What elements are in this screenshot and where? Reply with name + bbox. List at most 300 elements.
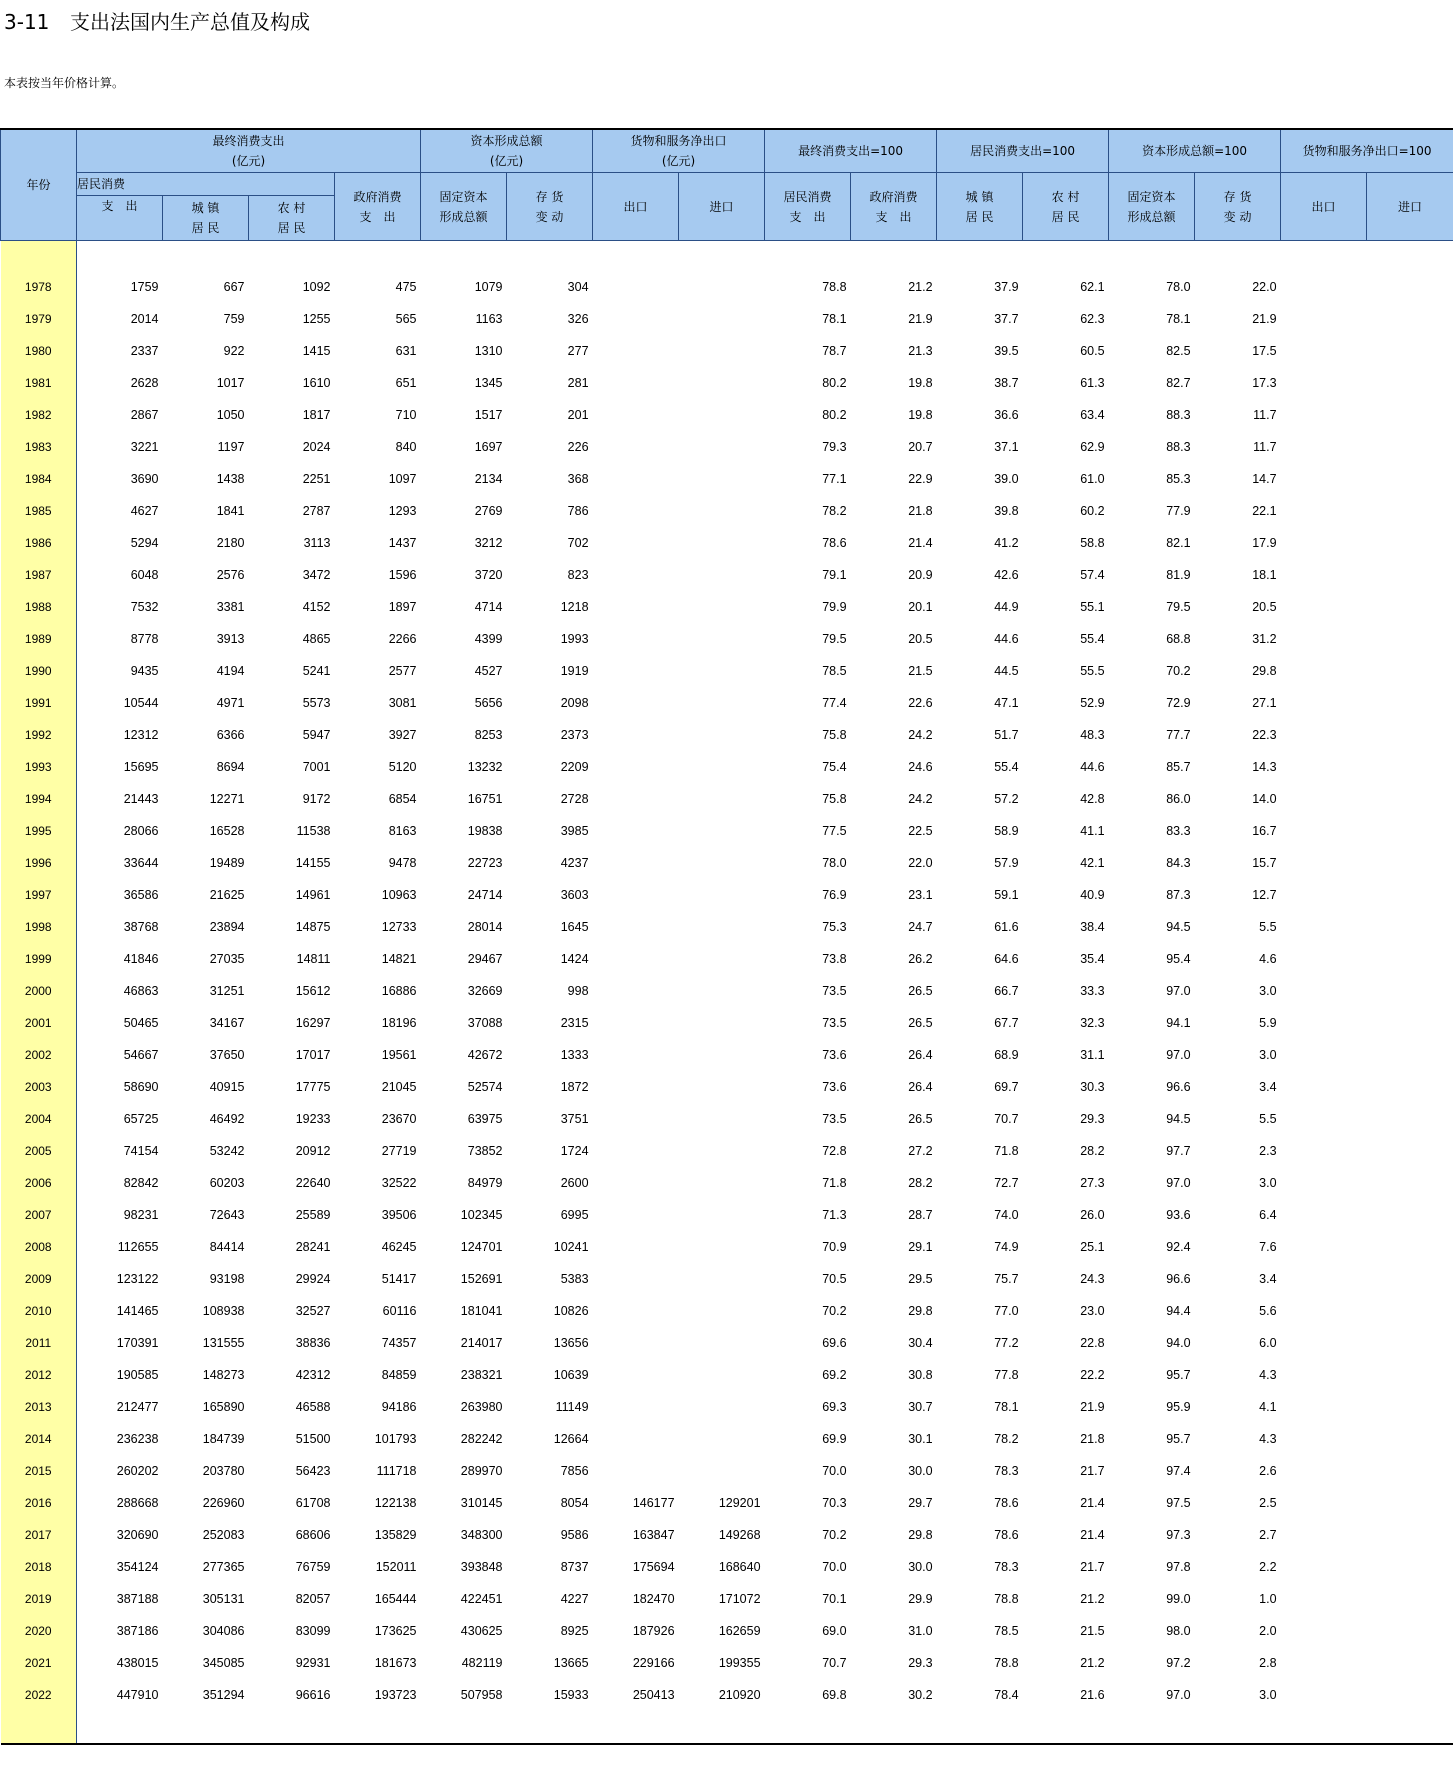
value-cell: 4627 bbox=[130, 504, 159, 518]
value-cell bbox=[1367, 1583, 1453, 1615]
exports-share-header: 出口 bbox=[1281, 173, 1367, 241]
hc-index-header: 居民消费支出=100 bbox=[937, 129, 1109, 173]
value-cell: 26.5 bbox=[908, 984, 933, 998]
value-cell: 263980 bbox=[460, 1400, 503, 1414]
value-cell: 23670 bbox=[381, 1112, 417, 1126]
value-cell: 6.0 bbox=[1259, 1336, 1277, 1350]
value-cell: 12733 bbox=[381, 920, 417, 934]
value-cell: 4.3 bbox=[1259, 1368, 1277, 1382]
value-cell: 447910 bbox=[116, 1688, 159, 1702]
household-header: 居民消费 bbox=[77, 173, 335, 196]
year-cell: 1982 bbox=[1, 399, 77, 431]
value-cell: 2134 bbox=[474, 472, 503, 486]
value-cell: 61.0 bbox=[1080, 472, 1105, 486]
value-cell: 13665 bbox=[553, 1656, 589, 1670]
value-cell bbox=[1367, 687, 1453, 719]
table-header bbox=[1, 129, 1453, 241]
value-cell: 95.4 bbox=[1166, 952, 1191, 966]
value-cell bbox=[1367, 1199, 1453, 1231]
value-cell: 3.0 bbox=[1259, 984, 1277, 998]
value-cell: 46245 bbox=[381, 1240, 417, 1254]
value-cell: 41846 bbox=[123, 952, 159, 966]
value-cell: 83.3 bbox=[1166, 824, 1191, 838]
value-cell: 1333 bbox=[560, 1048, 589, 1062]
year-cell: 2019 bbox=[1, 1583, 77, 1615]
value-cell: 60116 bbox=[382, 1304, 417, 1318]
value-cell bbox=[679, 719, 765, 751]
value-cell: 39.5 bbox=[994, 344, 1019, 358]
value-cell: 9478 bbox=[388, 856, 417, 870]
gov-share-header bbox=[851, 173, 937, 241]
value-cell: 28.7 bbox=[908, 1208, 933, 1222]
value-cell bbox=[593, 687, 679, 719]
value-cell: 8253 bbox=[474, 728, 503, 742]
table-row bbox=[1, 271, 1453, 303]
value-cell: 39506 bbox=[381, 1208, 417, 1222]
net-exports-header bbox=[593, 129, 765, 173]
year-cell: 2006 bbox=[1, 1167, 77, 1199]
value-cell: 3381 bbox=[216, 600, 245, 614]
value-cell: 65725 bbox=[123, 1112, 159, 1126]
value-cell bbox=[1367, 623, 1453, 655]
value-cell: 2337 bbox=[130, 344, 159, 358]
value-cell: 27.1 bbox=[1252, 696, 1277, 710]
imports-share-header: 进口 bbox=[1367, 173, 1453, 241]
value-cell: 124701 bbox=[460, 1240, 503, 1254]
value-cell: 69.2 bbox=[822, 1368, 847, 1382]
year-cell bbox=[1, 1711, 77, 1744]
table-row bbox=[1, 623, 1453, 655]
value-cell: 1255 bbox=[302, 312, 331, 326]
table-row bbox=[1, 431, 1453, 463]
rural-label-1: 农 村 bbox=[277, 201, 306, 215]
value-cell: 1097 bbox=[388, 472, 417, 486]
value-cell: 99.0 bbox=[1166, 1592, 1191, 1606]
empty-cell bbox=[77, 1711, 1453, 1744]
value-cell bbox=[593, 591, 679, 623]
gov-header bbox=[335, 173, 421, 241]
value-cell bbox=[1367, 1295, 1453, 1327]
value-cell bbox=[1367, 431, 1453, 463]
value-cell bbox=[593, 1327, 679, 1359]
value-cell: 29.9 bbox=[908, 1592, 933, 1606]
value-cell: 97.0 bbox=[1166, 1048, 1191, 1062]
value-cell: 16528 bbox=[209, 824, 245, 838]
value-cell bbox=[1281, 1551, 1367, 1583]
value-cell: 210920 bbox=[718, 1688, 761, 1702]
value-cell: 38768 bbox=[123, 920, 159, 934]
value-cell bbox=[679, 559, 765, 591]
value-cell: 14155 bbox=[295, 856, 331, 870]
value-cell: 42.1 bbox=[1080, 856, 1105, 870]
value-cell: 55.1 bbox=[1080, 600, 1105, 614]
value-cell bbox=[679, 975, 765, 1007]
value-cell: 22.1 bbox=[1252, 504, 1277, 518]
value-cell: 922 bbox=[223, 344, 245, 358]
fixed-label-1: 固定资本 bbox=[439, 189, 488, 204]
value-cell: 7.6 bbox=[1259, 1240, 1277, 1254]
value-cell bbox=[1367, 1647, 1453, 1679]
value-cell: 203780 bbox=[202, 1464, 245, 1478]
table-row bbox=[1, 1167, 1453, 1199]
value-cell: 92.4 bbox=[1166, 1240, 1191, 1254]
value-cell: 5383 bbox=[560, 1272, 589, 1286]
value-cell: 27035 bbox=[209, 952, 245, 966]
value-cell: 14.7 bbox=[1252, 472, 1277, 486]
value-cell bbox=[1367, 303, 1453, 335]
value-cell: 131555 bbox=[202, 1336, 245, 1350]
value-cell: 175694 bbox=[632, 1560, 675, 1574]
value-cell: 78.3 bbox=[994, 1560, 1019, 1574]
value-cell bbox=[593, 815, 679, 847]
value-cell: 78.4 bbox=[994, 1688, 1019, 1702]
value-cell: 226960 bbox=[202, 1496, 245, 1510]
value-cell bbox=[1367, 1039, 1453, 1071]
value-cell: 1993 bbox=[560, 632, 589, 646]
final-consumption-label: 最终消费支出 bbox=[212, 134, 285, 148]
value-cell: 15.7 bbox=[1252, 856, 1277, 870]
value-cell: 81.9 bbox=[1166, 568, 1191, 582]
value-cell: 30.0 bbox=[908, 1560, 933, 1574]
value-cell: 84979 bbox=[467, 1176, 503, 1190]
year-cell: 1991 bbox=[1, 687, 77, 719]
value-cell: 78.2 bbox=[822, 504, 847, 518]
value-cell: 8737 bbox=[560, 1560, 589, 1574]
household-total-label: 支 出 bbox=[101, 199, 138, 213]
value-cell: 282242 bbox=[460, 1432, 503, 1446]
gov-label-2: 支 出 bbox=[359, 209, 396, 224]
value-cell: 13656 bbox=[553, 1336, 589, 1350]
table-row bbox=[1, 1231, 1453, 1263]
value-cell: 1345 bbox=[474, 376, 503, 390]
year-cell: 2012 bbox=[1, 1359, 77, 1391]
year-cell: 1978 bbox=[1, 271, 77, 303]
table-note: 本表按当年价格计算。 bbox=[4, 76, 125, 90]
value-cell: 9435 bbox=[130, 664, 159, 678]
value-cell bbox=[1281, 1647, 1367, 1679]
value-cell: 1310 bbox=[474, 344, 503, 358]
value-cell: 79.9 bbox=[822, 600, 847, 614]
value-cell bbox=[1281, 815, 1367, 847]
value-cell bbox=[1281, 495, 1367, 527]
value-cell: 22.3 bbox=[1252, 728, 1277, 742]
value-cell: 41.1 bbox=[1080, 824, 1105, 838]
value-cell bbox=[679, 367, 765, 399]
value-cell bbox=[679, 1071, 765, 1103]
value-cell: 78.0 bbox=[822, 856, 847, 870]
value-cell: 281 bbox=[567, 376, 589, 390]
value-cell: 80.2 bbox=[822, 376, 847, 390]
value-cell bbox=[679, 1167, 765, 1199]
value-cell: 68.8 bbox=[1166, 632, 1191, 646]
rural-label-2: 居 民 bbox=[277, 221, 306, 235]
table-row bbox=[1, 559, 1453, 591]
value-cell bbox=[593, 1295, 679, 1327]
value-cell bbox=[1367, 399, 1453, 431]
value-cell: 1596 bbox=[388, 568, 417, 582]
value-cell: 5241 bbox=[302, 664, 331, 678]
value-cell: 3927 bbox=[388, 728, 417, 742]
value-cell: 22.0 bbox=[1252, 280, 1277, 294]
value-cell: 97.7 bbox=[1166, 1144, 1191, 1158]
gov2-label-1: 政府消费 bbox=[869, 189, 918, 204]
value-cell bbox=[1281, 1583, 1367, 1615]
table-row bbox=[1, 911, 1453, 943]
year-cell: 2003 bbox=[1, 1071, 77, 1103]
value-cell: 51417 bbox=[381, 1272, 417, 1286]
value-cell: 368 bbox=[567, 472, 589, 486]
value-cell bbox=[679, 1263, 765, 1295]
value-cell: 62.1 bbox=[1080, 280, 1105, 294]
value-cell: 108938 bbox=[202, 1304, 245, 1318]
value-cell: 37650 bbox=[209, 1048, 245, 1062]
value-cell: 77.7 bbox=[1166, 728, 1191, 742]
value-cell: 33.3 bbox=[1080, 984, 1105, 998]
value-cell: 998 bbox=[567, 984, 589, 998]
table-row bbox=[1, 1071, 1453, 1103]
value-cell: 21.4 bbox=[1080, 1528, 1105, 1542]
value-cell bbox=[593, 495, 679, 527]
value-cell: 3081 bbox=[388, 696, 417, 710]
value-cell: 97.3 bbox=[1166, 1528, 1191, 1542]
value-cell: 80.2 bbox=[822, 408, 847, 422]
value-cell bbox=[593, 1359, 679, 1391]
value-cell: 57.2 bbox=[994, 792, 1019, 806]
value-cell bbox=[1281, 1519, 1367, 1551]
value-cell: 21.6 bbox=[1080, 1688, 1105, 1702]
value-cell: 1697 bbox=[474, 440, 503, 454]
gov2-label-2: 支 出 bbox=[875, 209, 912, 224]
value-cell: 28.2 bbox=[908, 1176, 933, 1190]
value-cell: 201 bbox=[567, 408, 589, 422]
value-cell bbox=[1281, 975, 1367, 1007]
value-cell bbox=[679, 271, 765, 303]
value-cell: 193723 bbox=[374, 1688, 417, 1702]
value-cell bbox=[593, 1103, 679, 1135]
fixed-share-header bbox=[1109, 173, 1195, 241]
value-cell: 14821 bbox=[381, 952, 417, 966]
value-cell: 72.9 bbox=[1166, 696, 1191, 710]
value-cell bbox=[593, 1391, 679, 1423]
value-cell: 64.6 bbox=[994, 952, 1019, 966]
table-row bbox=[1, 1263, 1453, 1295]
value-cell: 182470 bbox=[632, 1592, 675, 1606]
value-cell: 122138 bbox=[374, 1496, 417, 1510]
household2-label-2: 支 出 bbox=[789, 209, 826, 224]
value-cell: 58690 bbox=[123, 1080, 159, 1094]
value-cell: 84.3 bbox=[1166, 856, 1191, 870]
unit-label: (亿元) bbox=[661, 154, 696, 168]
value-cell bbox=[1367, 1391, 1453, 1423]
value-cell: 19233 bbox=[295, 1112, 331, 1126]
value-cell bbox=[679, 879, 765, 911]
value-cell: 96.6 bbox=[1166, 1080, 1191, 1094]
value-cell: 82842 bbox=[123, 1176, 159, 1190]
year-cell: 1995 bbox=[1, 815, 77, 847]
value-cell: 430625 bbox=[460, 1624, 503, 1638]
value-cell: 35.4 bbox=[1080, 952, 1105, 966]
value-cell: 70.2 bbox=[1166, 664, 1191, 678]
value-cell: 62.3 bbox=[1080, 312, 1105, 326]
value-cell: 6995 bbox=[560, 1208, 589, 1222]
value-cell: 44.6 bbox=[1080, 760, 1105, 774]
value-cell: 123122 bbox=[116, 1272, 159, 1286]
value-cell bbox=[1281, 623, 1367, 655]
value-cell: 163847 bbox=[632, 1528, 675, 1542]
value-cell: 21.4 bbox=[908, 536, 933, 550]
value-cell: 29.1 bbox=[908, 1240, 933, 1254]
value-cell: 70.9 bbox=[822, 1240, 847, 1254]
table-row bbox=[1, 367, 1453, 399]
value-cell: 4237 bbox=[560, 856, 589, 870]
value-cell: 212477 bbox=[116, 1400, 159, 1414]
value-cell: 31.2 bbox=[1252, 632, 1277, 646]
value-cell: 14961 bbox=[295, 888, 331, 902]
value-cell: 438015 bbox=[116, 1656, 159, 1670]
value-cell bbox=[1367, 879, 1453, 911]
value-cell bbox=[1281, 1423, 1367, 1455]
value-cell: 38.7 bbox=[994, 376, 1019, 390]
value-cell: 72643 bbox=[209, 1208, 245, 1222]
value-cell: 40915 bbox=[209, 1080, 245, 1094]
value-cell bbox=[1281, 367, 1367, 399]
value-cell: 78.8 bbox=[822, 280, 847, 294]
year-cell: 1981 bbox=[1, 367, 77, 399]
value-cell: 40.9 bbox=[1080, 888, 1105, 902]
value-cell bbox=[1281, 911, 1367, 943]
value-cell: 12312 bbox=[123, 728, 159, 742]
value-cell: 32522 bbox=[381, 1176, 417, 1190]
value-cell: 73.8 bbox=[822, 952, 847, 966]
value-cell: 1163 bbox=[475, 312, 503, 326]
value-cell: 46588 bbox=[295, 1400, 331, 1414]
value-cell: 3690 bbox=[130, 472, 159, 486]
value-cell: 1759 bbox=[130, 280, 159, 294]
table-row bbox=[1, 1103, 1453, 1135]
value-cell: 141465 bbox=[116, 1304, 159, 1318]
value-cell: 58.8 bbox=[1080, 536, 1105, 550]
value-cell bbox=[593, 911, 679, 943]
value-cell: 252083 bbox=[202, 1528, 245, 1542]
value-cell: 3221 bbox=[130, 440, 159, 454]
value-cell: 73.5 bbox=[822, 984, 847, 998]
value-cell: 70.7 bbox=[994, 1112, 1019, 1126]
value-cell bbox=[1281, 1103, 1367, 1135]
value-cell: 345085 bbox=[202, 1656, 245, 1670]
empty-cell bbox=[77, 241, 1453, 272]
value-cell: 82.1 bbox=[1166, 536, 1191, 550]
value-cell: 250413 bbox=[632, 1688, 675, 1702]
value-cell bbox=[679, 495, 765, 527]
value-cell: 71.8 bbox=[994, 1144, 1019, 1158]
value-cell: 55.4 bbox=[994, 760, 1019, 774]
value-cell bbox=[679, 1295, 765, 1327]
value-cell bbox=[1281, 1007, 1367, 1039]
value-cell bbox=[1281, 591, 1367, 623]
value-cell: 33644 bbox=[123, 856, 159, 870]
value-cell: 4714 bbox=[474, 600, 503, 614]
rural-share-header bbox=[1023, 173, 1109, 241]
year-cell: 2022 bbox=[1, 1679, 77, 1711]
value-cell: 31.1 bbox=[1080, 1048, 1105, 1062]
value-cell: 22640 bbox=[295, 1176, 331, 1190]
value-cell: 78.1 bbox=[994, 1400, 1019, 1414]
value-cell: 74.0 bbox=[994, 1208, 1019, 1222]
year-cell: 1992 bbox=[1, 719, 77, 751]
value-cell: 2209 bbox=[560, 760, 589, 774]
value-cell bbox=[1367, 335, 1453, 367]
value-cell: 1.0 bbox=[1259, 1592, 1277, 1606]
value-cell: 13232 bbox=[467, 760, 503, 774]
value-cell: 507958 bbox=[460, 1688, 503, 1702]
value-cell: 78.0 bbox=[1166, 280, 1191, 294]
value-cell: 26.4 bbox=[908, 1080, 933, 1094]
value-cell: 51500 bbox=[295, 1432, 331, 1446]
value-cell: 85.7 bbox=[1166, 760, 1191, 774]
value-cell: 69.9 bbox=[822, 1432, 847, 1446]
fixed2-label-2: 形成总额 bbox=[1127, 209, 1176, 224]
value-cell: 4971 bbox=[216, 696, 245, 710]
value-cell bbox=[1281, 943, 1367, 975]
value-cell: 8694 bbox=[216, 760, 245, 774]
value-cell: 9172 bbox=[302, 792, 331, 806]
value-cell bbox=[1281, 303, 1367, 335]
value-cell: 44.5 bbox=[994, 664, 1019, 678]
table-number: 3-11 bbox=[4, 10, 50, 34]
value-cell bbox=[1281, 271, 1367, 303]
value-cell: 68.9 bbox=[994, 1048, 1019, 1062]
value-cell bbox=[1281, 783, 1367, 815]
value-cell: 94.1 bbox=[1166, 1016, 1191, 1030]
value-cell: 20.7 bbox=[908, 440, 933, 454]
value-cell: 69.7 bbox=[994, 1080, 1019, 1094]
value-cell: 651 bbox=[395, 376, 417, 390]
value-cell: 3751 bbox=[560, 1112, 589, 1126]
footer-row bbox=[1, 1711, 1453, 1744]
year-cell: 2004 bbox=[1, 1103, 77, 1135]
table-row bbox=[1, 1647, 1453, 1679]
value-cell: 1050 bbox=[216, 408, 245, 422]
value-cell bbox=[1281, 1167, 1367, 1199]
value-cell: 84414 bbox=[209, 1240, 245, 1254]
year-cell: 2002 bbox=[1, 1039, 77, 1071]
value-cell: 823 bbox=[567, 568, 589, 582]
value-cell: 21.7 bbox=[1080, 1464, 1105, 1478]
value-cell: 32527 bbox=[295, 1304, 331, 1318]
value-cell: 667 bbox=[223, 280, 245, 294]
table-row bbox=[1, 1359, 1453, 1391]
value-cell: 21443 bbox=[123, 792, 159, 806]
value-cell bbox=[679, 527, 765, 559]
value-cell bbox=[1281, 431, 1367, 463]
value-cell: 78.2 bbox=[994, 1432, 1019, 1446]
table-row bbox=[1, 1679, 1453, 1711]
value-cell: 4865 bbox=[302, 632, 331, 646]
value-cell: 260202 bbox=[116, 1464, 159, 1478]
value-cell: 73.6 bbox=[822, 1080, 847, 1094]
value-cell: 15695 bbox=[123, 760, 159, 774]
value-cell: 75.7 bbox=[994, 1272, 1019, 1286]
value-cell: 71.3 bbox=[822, 1208, 847, 1222]
value-cell: 70.2 bbox=[822, 1528, 847, 1542]
value-cell: 238321 bbox=[460, 1368, 503, 1382]
value-cell: 69.0 bbox=[822, 1624, 847, 1638]
value-cell: 74357 bbox=[381, 1336, 417, 1350]
value-cell: 29.8 bbox=[908, 1304, 933, 1318]
value-cell bbox=[679, 463, 765, 495]
value-cell: 58.9 bbox=[994, 824, 1019, 838]
value-cell bbox=[1281, 399, 1367, 431]
